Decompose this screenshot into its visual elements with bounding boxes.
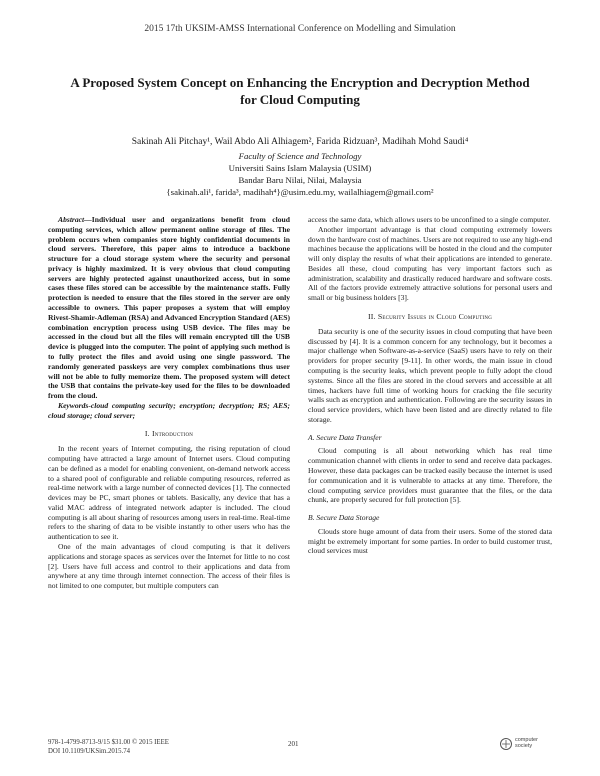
paragraph: One of the main advantages of cloud computing is that it delivers applications and storage spaces as services over the Internet for little to no cost [2]. Users have full access and control to their applications and data from anywhere at any time through internet connection. The access of their files is not limited to one computer, but multiple computers can	[48, 542, 290, 591]
paragraph: Data security is one of the security issues in cloud computing that have been discussed by [4]. It is a common concern for any technology, but it becomes a major challenge when Software-as-a-service (SaaS) users have to rely on their providers for proper security [9-11]. In other words, the main issue in cloud computing is the security leaks, which prevent people to fully adopt the cloud systems. Since all the files are stored in the cloud servers and accessible at all times, hackers have full time of working hours for cracking the file security walls such as encryption and authentication. Following are the security issues in cloud service providers, which have been listed and are directly related to file storage.	[308, 326, 552, 424]
paper-title	[40, 74, 560, 108]
faculty: Faculty of Science and Technology	[238, 151, 362, 161]
page-number: 201	[288, 740, 299, 748]
ieee-computer-society-logo-icon	[499, 734, 559, 756]
paragraph: In the recent years of Internet computing, the rising reputation of cloud computing have attracted a large amount of Internet users. Cloud computing can be defined as a model for enabling convenient, on-demand network access to a shared pool of configurable and reliable computing resources, referred as real-time network with a large number of connected devices [1]. The connected devices may be PC, smart phones or tablets. Basically, any device that has a valid MAC address of integrated network adapter is included. The cloud computing is all about sharing of resources among users in real-time. Real-time refers to the sharing of data to be visible instantly to other users who has the authentication to see it.	[48, 444, 290, 542]
emails: {sakinah.ali¹, farida³, madihah⁴}@usim.edu.my, wailalhiagem@gmail.com²	[166, 187, 434, 197]
logo-text	[515, 737, 538, 749]
affiliation-block	[40, 150, 560, 198]
abstract-label: Abstract—	[58, 215, 92, 224]
author-list: Sakinah Ali Pitchay¹, Wail Abdo Ali Alhiagem², Farida Ridzuan³, Madihah Mohd Saudi⁴	[131, 137, 469, 147]
title-line-2: for Cloud Computing	[240, 92, 360, 107]
paragraph: access the same data, which allows users to be unconfined to a single computer.	[308, 215, 551, 224]
left-column	[48, 215, 290, 591]
conference-header: 2015 17th UKSIM-AMSS International Conference on Modelling and Simulation	[144, 24, 456, 34]
logo-text-line-2: society	[515, 743, 533, 749]
section-heading-introduction: I. Introduction	[144, 429, 194, 439]
paragraph: Another important advantage is that cloud computing extremely lowers down the hardware cost of machines. Users are not required to use any high-end machines because the applications will be hosted in the cloud and the computer will only display the results of what their applications are intended to generate. Besides all these, cloud computing has very important factors such as administration, scalability and drastically reduced hardware and software costs. All of the factors provide extremely attractive solutions for personal users and small or big business holders [3].	[308, 224, 552, 303]
title-line-1: A Proposed System Concept on Enhancing the Encryption and Decryption Method	[70, 75, 530, 90]
subsection-heading-secure-data-storage: B. Secure Data Storage	[308, 513, 380, 523]
logo-mark-icon	[499, 737, 513, 751]
section-heading-security-issues: II. Security Issues in Cloud Computing	[367, 312, 493, 322]
footer-isbn: 978-1-4799-8713-9/15 $31.00 © 2015 IEEE	[48, 739, 169, 746]
right-column	[308, 215, 552, 556]
university: Universiti Sains Islam Malaysia (USIM)	[228, 163, 372, 173]
paragraph: Cloud computing is all about networking which has real time communication channel with clients in order to send and receive data packages. However, these data packages can be tracked easily because the internet is used for communication and it is vulnerable to attacks at any time. Therefore, the cloud computing service providers must guarantee that the files, or the data chunk, are properly secured for full protection [5].	[308, 446, 552, 505]
logo-text-line-1: computer	[515, 737, 538, 743]
abstract	[48, 215, 290, 401]
footer-doi: DOI 10.1109/UKSim.2015.74	[48, 748, 131, 755]
address: Bandar Baru Nilai, Nilai, Malaysia	[238, 175, 362, 185]
paragraph: Clouds store huge amount of data from their users. Some of the stored data might be extremely important for some parties. In order to build customer trust, cloud services must	[308, 526, 552, 556]
abstract-text: Individual user and organizations benefit from cloud computing services, which allow permanent online storage of files. The problem occurs when companies store highly confidential documents in cloud servers. Therefore, this paper aims to introduce a backbone structure for a cloud storage system where the security and personal privacy is highly maximized. It is very obvious that cloud computing servers are highly protected against unauthorized access, but in some cases these files stored can be accessible by the maintenance staffs. Fully protection is needed to ensure that the files stored in the server are only accessible to owners. This paper proposes a system that will employ Rivest-Shamir-Adleman (RSA) and Advanced Encryption Standard (AES) combination encryption process using USB device. The files may be accessed in the cloud but all the files will remain encrypted till the USB device is plugged into the computer. The point of applying such method is to fully protect the files and avoid using one single password. The randomly generated passkeys are very complex combinations thus user will not be able to fully memorize them. The proposed system will detect the USB that contains the private-key used for the files to be downloaded from the cloud.	[48, 215, 290, 401]
subsection-heading-secure-data-transfer: A. Secure Data Transfer	[308, 432, 382, 442]
keywords: Keywords-cloud computing security; encryption; decryption; RS; AES; cloud storage; cloud server;	[48, 400, 290, 420]
footer-copyright	[48, 738, 169, 756]
